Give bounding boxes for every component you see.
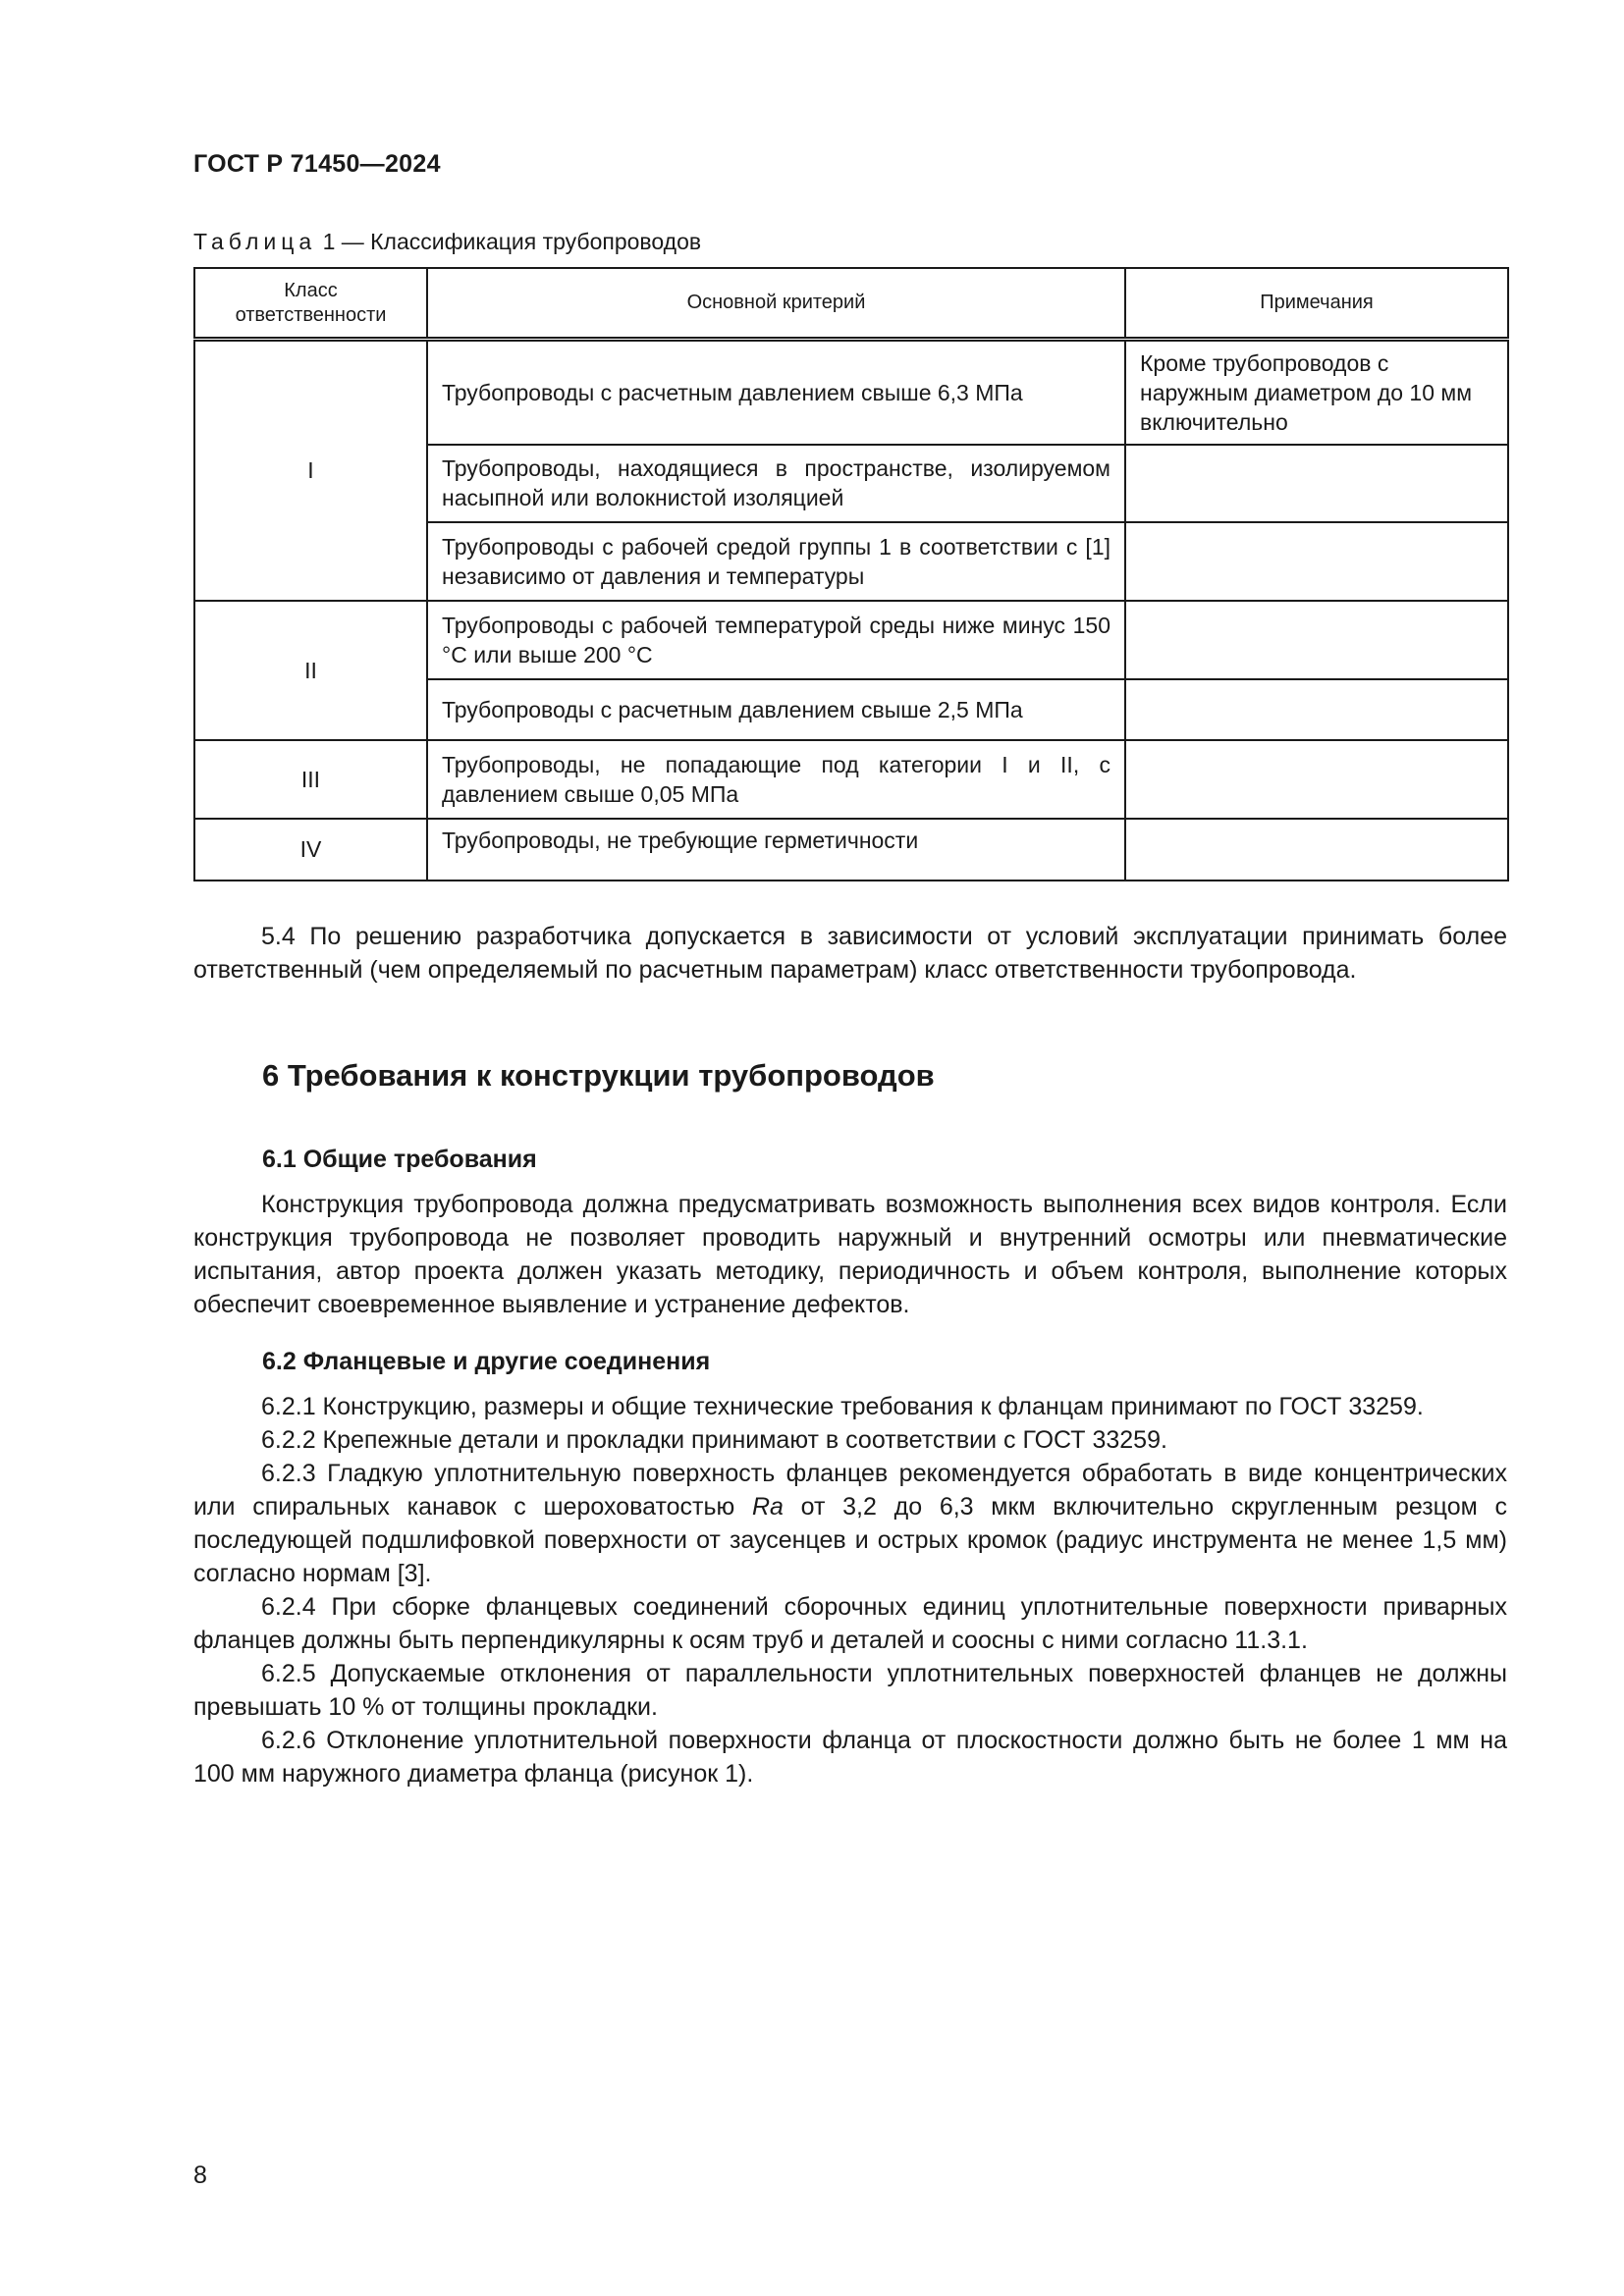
paragraph-text: 5.4 По решению разработчика допускается в зависимости от условий эксплуатации принимать более ответственный (чем определяемый по расчетным параметрам) класс ответственности трубопровода. (193, 923, 1507, 984)
table-row (194, 340, 1508, 445)
note-cell: Кроме трубопроводов с наружным диаметром до 10 мм включительно (1125, 340, 1508, 445)
document-header: ГОСТ Р 71450—2024 (193, 150, 441, 178)
paragraph-6-2-1: 6.2.1 Конструкцию, размеры и общие технические требования к фланцам принимают по ГОСТ 33259. (261, 1393, 1424, 1420)
criterion-cell: Трубопроводы, не требующие герметичности (427, 819, 1125, 881)
class-cell: II (194, 601, 427, 740)
criterion-cell: Трубопроводы, находящиеся в пространстве, изолируемом насыпной или волокнистой изоляцией (427, 445, 1125, 522)
criterion-cell: Трубопроводы с рабочей температурой среды ниже минус 150 °С или выше 200 °С (427, 601, 1125, 679)
roughness-symbol: Ra (751, 1493, 784, 1521)
paragraph-5-4 (193, 920, 1507, 987)
section-6-2-title: 6.2 Фланцевые и другие соединения (262, 1348, 711, 1375)
paragraph-text: Конструкция трубопровода должна предусматривать возможность выполнения всех видов контроля. Если конструкция трубопровода не позволяет проводить наружный и внутренний осмотры или пневматические испытания, автор проекта должен указать методику, периодичность и объем контроля, выполнение которых обеспечит своевременное выявление и устранение дефектов. (193, 1191, 1507, 1318)
note-cell (1125, 679, 1508, 740)
table-row (194, 819, 1508, 881)
section-6-1-title: 6.1 Общие требования (262, 1146, 537, 1173)
paragraph-6-2-3-part1: 6.2.3 Гладкую уплотнительную поверхность фланцев рекомендуется обработать в виде концентрических или спиральных канавок с шероховатостью (193, 1460, 1507, 1521)
note-cell (1125, 522, 1508, 601)
paragraph-6-2-3 (193, 1457, 1507, 1590)
table-caption (193, 229, 701, 255)
note-cell (1125, 445, 1508, 522)
paragraph-6-2-4: 6.2.4 При сборке фланцевых соединений сборочных единиц уплотнительные поверхности приварных фланцев должны быть перпендикулярны к осям труб и деталей и соосны с ними согласно 11.3.1. (193, 1593, 1507, 1654)
class-cell: I (194, 340, 427, 601)
table-row (194, 740, 1508, 819)
page-number: 8 (193, 2162, 207, 2189)
paragraph-6-2-5: 6.2.5 Допускаемые отклонения от параллельности уплотнительных поверхностей фланцев не должны превышать 10 % от толщины прокладки. (193, 1660, 1507, 1721)
paragraph-6-2-2: 6.2.2 Крепежные детали и прокладки принимают в соответствии с ГОСТ 33259. (261, 1426, 1167, 1454)
criterion-cell: Трубопроводы с рабочей средой группы 1 в соответствии с [1] независимо от давления и температуры (427, 522, 1125, 601)
classification-table (193, 267, 1509, 881)
criterion-cell: Трубопроводы с расчетным давлением свыше 2,5 МПа (427, 679, 1125, 740)
column-header-criterion: Основной критерий (427, 268, 1125, 340)
section-6-1-body (193, 1188, 1507, 1321)
paragraph-6-2-3-part2: от 3,2 до 6,3 мкм включительно скругленным резцом с последующей подшлифовкой поверхности от заусенцев и острых кромок (радиус инструмента не менее 1,5 мм) согласно нормам [3]. (193, 1493, 1507, 1587)
table-caption-word: Таблица (193, 229, 317, 254)
table-header-row (194, 268, 1508, 340)
note-cell (1125, 740, 1508, 819)
criterion-cell: Трубопроводы, не попадающие под категории I и II, с давлением свыше 0,05 МПа (427, 740, 1125, 819)
criterion-cell: Трубопроводы с расчетным давлением свыше 6,3 МПа (427, 340, 1125, 445)
class-cell: III (194, 740, 427, 819)
column-header-notes: Примечания (1125, 268, 1508, 340)
table-caption-title: 1 — Классификация трубопроводов (316, 229, 702, 254)
column-header-class: Класс ответственности (194, 268, 427, 340)
note-cell (1125, 601, 1508, 679)
table-row (194, 601, 1508, 679)
note-cell (1125, 819, 1508, 881)
section-6-2-body (193, 1390, 1507, 1790)
paragraph-6-2-6: 6.2.6 Отклонение уплотнительной поверхности фланца от плоскостности должно быть не более 1 мм на 100 мм наружного диаметра фланца (рисунок 1). (193, 1727, 1507, 1788)
section-6-title: 6 Требования к конструкции трубопроводов (262, 1058, 935, 1093)
class-cell: IV (194, 819, 427, 881)
